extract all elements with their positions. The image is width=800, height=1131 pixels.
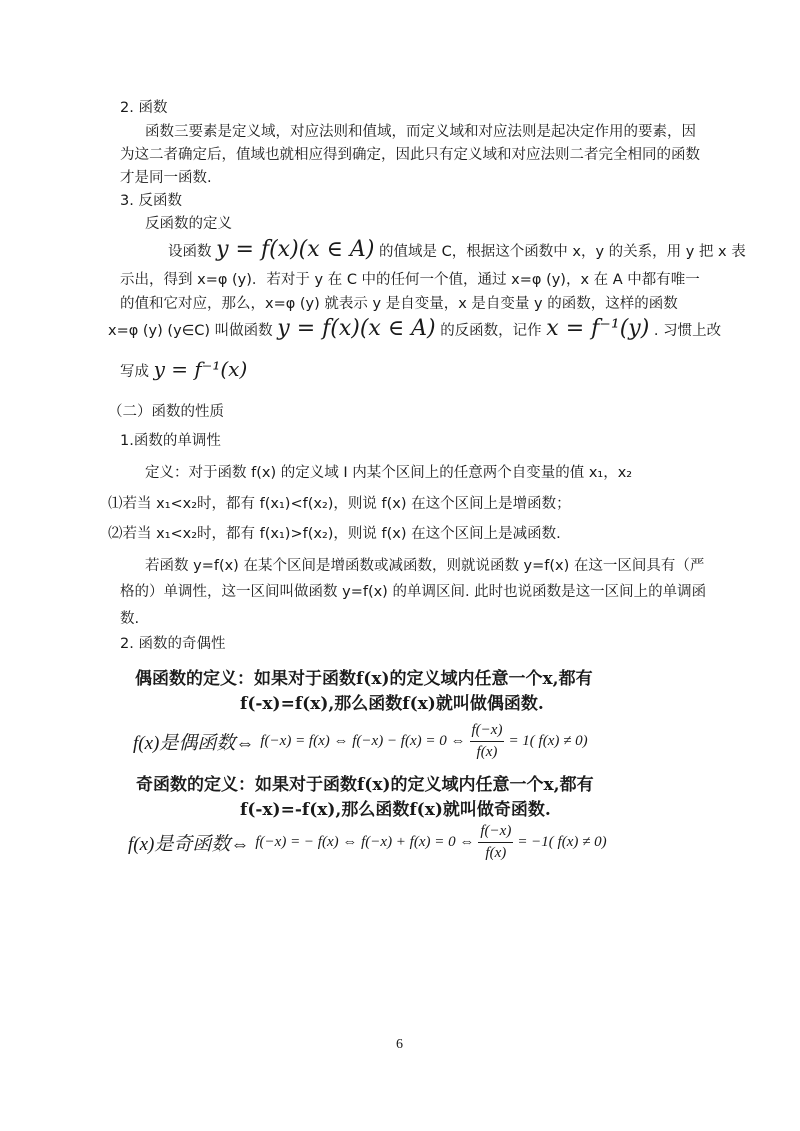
even-definition-line-2: f(-x)=f(x),那么函数f(x)就叫做偶函数. xyxy=(240,694,544,714)
section-2-title: 2. 函数 xyxy=(120,100,168,116)
inverse-def-line-5: 写成 y = f⁻¹(x) xyxy=(120,357,248,381)
monotonic-title: 1.函数的单调性 xyxy=(120,433,221,449)
function-expression: y = f(x)(x ∈ A) xyxy=(216,237,375,262)
even-fraction: $\frac{f(-x)}{f(x)}$ xyxy=(471,722,503,760)
function-expression: y = f(x)(x ∈ A) xyxy=(277,316,436,341)
paragraph-line: 若函数 y=f(x) 在某个区间是增函数或减函数，则就说函数 y=f(x) 在这一区间具有（严 xyxy=(145,558,705,574)
monotonic-case-1: ⑴若当 x₁<x₂时，都有 f(x₁)<f(x₂)，则说 f(x) 在这个区间上是增函数； xyxy=(108,496,571,512)
parity-title: 2. 函数的奇偶性 xyxy=(120,636,226,652)
subsection-title: 反函数的定义 xyxy=(145,216,232,232)
even-definition-line-1: 偶函数的定义：如果对于函数f(x)的定义域内任意一个x,都有 xyxy=(135,669,593,689)
odd-function-formula: f(x)是奇函数⇔ f(−x) = − f(x) ⇔ f(−x) + f(x) = 0 ⇔ $\frac{f(-x)}{f(x)}$ = −1( f(x) ≠ 0) xyxy=(128,823,607,861)
inverse-def-line-4: x=φ (y) (y∈C) 叫做函数 y = f(x)(x ∈ A) 的反函数，记作 x = f⁻¹(y) . 习惯上改 xyxy=(108,316,722,341)
paragraph-line: 格的）单调性，这一区间叫做函数 y=f(x) 的单调区间. 此时也说函数是这一区间上的单调函 xyxy=(120,584,707,600)
part-2-title: （二）函数的性质 xyxy=(108,404,224,420)
inverse-def-line-1: 设函数 y = f(x)(x ∈ A) 的值域是 C，根据这个函数中 x，y 的关系，用 y 把 x 表 xyxy=(168,237,746,262)
section-3-title: 3. 反函数 xyxy=(120,193,182,209)
paragraph-line: 才是同一函数. xyxy=(120,170,212,186)
inverse-def-line-3: 的值和它对应，那么，x=φ (y) 就表示 y 是自变量，x 是自变量 y 的函数，这样的函数 xyxy=(120,296,678,312)
paragraph-line: 为这二者确定后，值域也就相应得到确定，因此只有定义域和对应法则二者完全相同的函数 xyxy=(120,147,700,163)
paragraph-line: 函数三要素是定义域，对应法则和值域，而定义域和对应法则是起决定作用的要素，因 xyxy=(145,124,696,140)
monotonic-definition: 定义：对于函数 f(x) 的定义域 I 内某个区间上的任意两个自变量的值 x₁，x₂ xyxy=(145,465,633,481)
inverse-expression: y = f⁻¹(x) xyxy=(153,357,248,381)
odd-fraction: $\frac{f(-x)}{f(x)}$ xyxy=(480,823,512,861)
monotonic-case-2: ⑵若当 x₁<x₂时，都有 f(x₁)>f(x₂)，则说 f(x) 在这个区间上是减函数. xyxy=(108,526,561,542)
paragraph-line: 数. xyxy=(120,611,140,627)
odd-definition-line-2: f(-x)=-f(x),那么函数f(x)就叫做奇函数. xyxy=(240,800,551,820)
page-number: 6 xyxy=(396,1037,403,1052)
inverse-expression: x = f⁻¹(y) xyxy=(546,316,650,341)
inverse-def-line-2: 示出，得到 x=φ (y)．若对于 y 在 C 中的任何一个值，通过 x=φ (y)，x 在 A 中都有唯一 xyxy=(120,272,700,288)
odd-definition-line-1: 奇函数的定义：如果对于函数f(x)的定义域内任意一个x,都有 xyxy=(136,775,594,795)
even-function-formula: f(x)是偶函数⇔ f(−x) = f(x) ⇔ f(−x) − f(x) = 0 ⇔ $\frac{f(-x)}{f(x)}$ = 1( f(x) ≠ 0) xyxy=(133,722,588,760)
